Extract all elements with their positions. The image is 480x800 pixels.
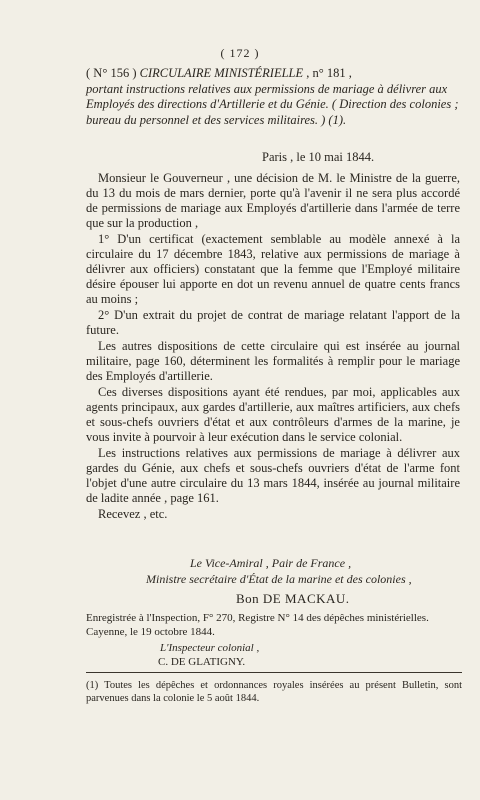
inspector-title: L'Inspecteur colonial , <box>160 642 260 654</box>
signature-line-2: Ministre secrétaire d'État de la marine et des colonies , <box>146 572 412 586</box>
dateline: Paris , le 10 mai 1844. <box>262 150 375 164</box>
page-number: ( 172 ) <box>220 46 260 60</box>
letter-body <box>86 171 460 523</box>
closing: Recevez , etc. <box>98 507 168 521</box>
paragraph: Ces diverses dispositions ayant été rendues, par moi, applicables aux agents principaux, aux gardes d'artillerie, aux maîtres artificiers, aux chefs et sous-chefs ouvriers d'état et aux contrôleurs d'armes de la marine, je vous invite à pourvoir à leur exécution dans le service colonial. <box>86 385 460 444</box>
footnote: (1) Toutes les dépêches et ordonnances royales insérées au présent Bulletin, sont parvenues dans la colonie le 5 août 1844. <box>86 680 462 704</box>
paragraph: 2° D'un extrait du projet de contrat de mariage relatant l'apport de la future. <box>86 308 460 337</box>
paragraph: Les instructions relatives aux permissions de mariage à délivrer aux gardes du Génie, aux chefs et sous-chefs ouvriers d'état de l'arme font l'objet d'une autre circulaire du 13 mars 1844, insérée au journal militaire de ladite année , page 161. <box>86 446 460 505</box>
registration-note: Enregistrée à l'Inspection, F° 270, Registre N° 14 des dépêches ministérielles. Cayenne, le 19 octobre 1844. <box>86 612 429 638</box>
heading-subtitle: portant instructions relatives aux permissions de mariage à délivrer aux Employés des directions d'Artillerie et du Génie. ( Direction des colonies ; bureau du personnel et des services militaires. ) (1). <box>86 81 459 127</box>
paragraph: Monsieur le Gouverneur , une décision de M. le Ministre de la guerre, du 13 du mois de mars dernier, porte qu'à l'avenir il ne sera plus accordé de permissions de mariage aux Employés d'artillerie dans l'armée de terre que sur la production , <box>86 171 460 230</box>
signatory-name: Bon DE MACKAU. <box>236 591 350 606</box>
circular-heading <box>86 66 460 128</box>
heading-number: ( N° 156 ) <box>86 66 140 80</box>
paragraph: 1° D'un certificat (exactement semblable au modèle annexé à la circulaire du 17 décembre 1843, relative aux permissions de mariage à délivrer aux officiers) constatant que la femme que l'Employé militaire désire épouser lui apporte en dot un revenu annuel de quatre cents francs au moins ; <box>86 232 460 306</box>
inspector-name: C. DE GLATIGNY. <box>158 656 246 668</box>
signature-line-1: Le Vice-Amiral , Pair de France , <box>190 556 352 570</box>
footnote-divider <box>86 672 462 673</box>
heading-title: CIRCULAIRE MINISTÉRIELLE <box>139 66 304 80</box>
paragraph: Les autres dispositions de cette circulaire qui est insérée au journal militaire, page 160, déterminent les formalités à remplir pour le mariage des Employés d'artillerie. <box>86 339 460 383</box>
heading-suffix: , n° 181 , <box>303 66 352 80</box>
